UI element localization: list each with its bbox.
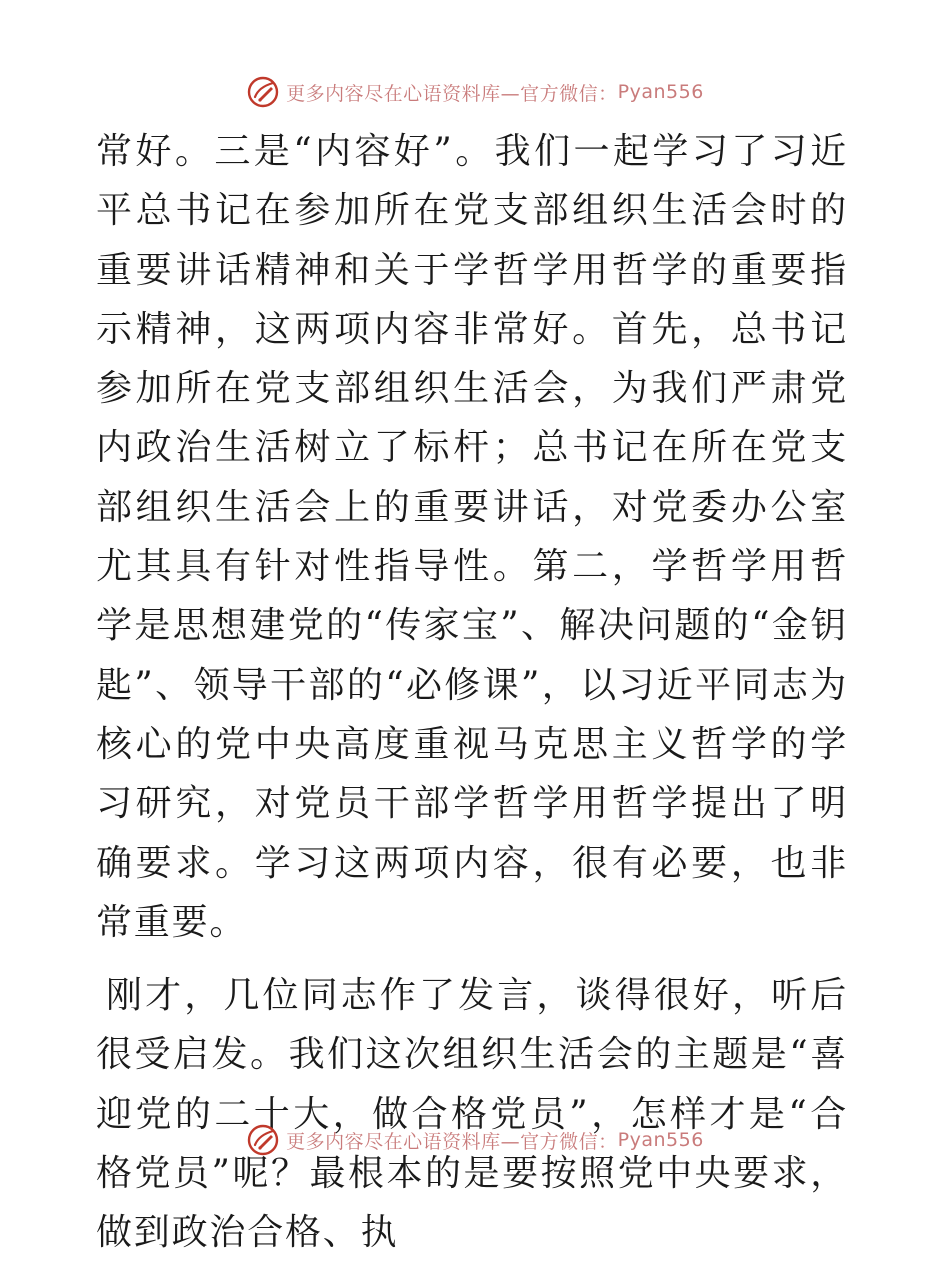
watermark-text: 更多内容尽在心语资料库—官方微信： [286,1130,618,1153]
paragraph-2: 刚才，几位同志作了发言，谈得很好，听后很受启发。我们这次组织生活会的主题是“喜迎党的二十大，做合格党员”，怎样才是“合格党员”呢？最根本的是要按照党中央要求，做到政治合格、执 [96,975,848,1254]
pen-circle-icon [246,1123,280,1157]
document-body [96,122,848,1263]
watermark-handle: Pyan556 [617,1129,704,1151]
pen-circle-icon [246,75,280,109]
paragraph-1: 常好。三是“内容好”。我们一起学习了习近平总书记在参加所在党支部组织生活会时的重要讲话精神和关于学哲学用哲学的重要指示精神，这两项内容非常好。首先，总书记参加所在党支部组织生活会，为我们严肃党内政治生活树立了标杆；总书记在所在党支部组织生活会上的重要讲话，对党委办公室尤其具有针对性指导性。第二，学哲学用哲学是思想建党的“传家宝”、解决问题的“金钥匙”、领导干部的“必修课”，以习近平同志为核心的党中央高度重视马克思主义哲学的学习研究，对党员干部学哲学用哲学提出了明确要求。学习这两项内容，很有必要，也非常重要。 [96,131,848,943]
header-watermark [0,72,950,112]
watermark-text: 更多内容尽在心语资料库—官方微信： [286,82,618,105]
watermark-handle: Pyan556 [617,81,704,103]
footer-watermark [0,1120,950,1160]
